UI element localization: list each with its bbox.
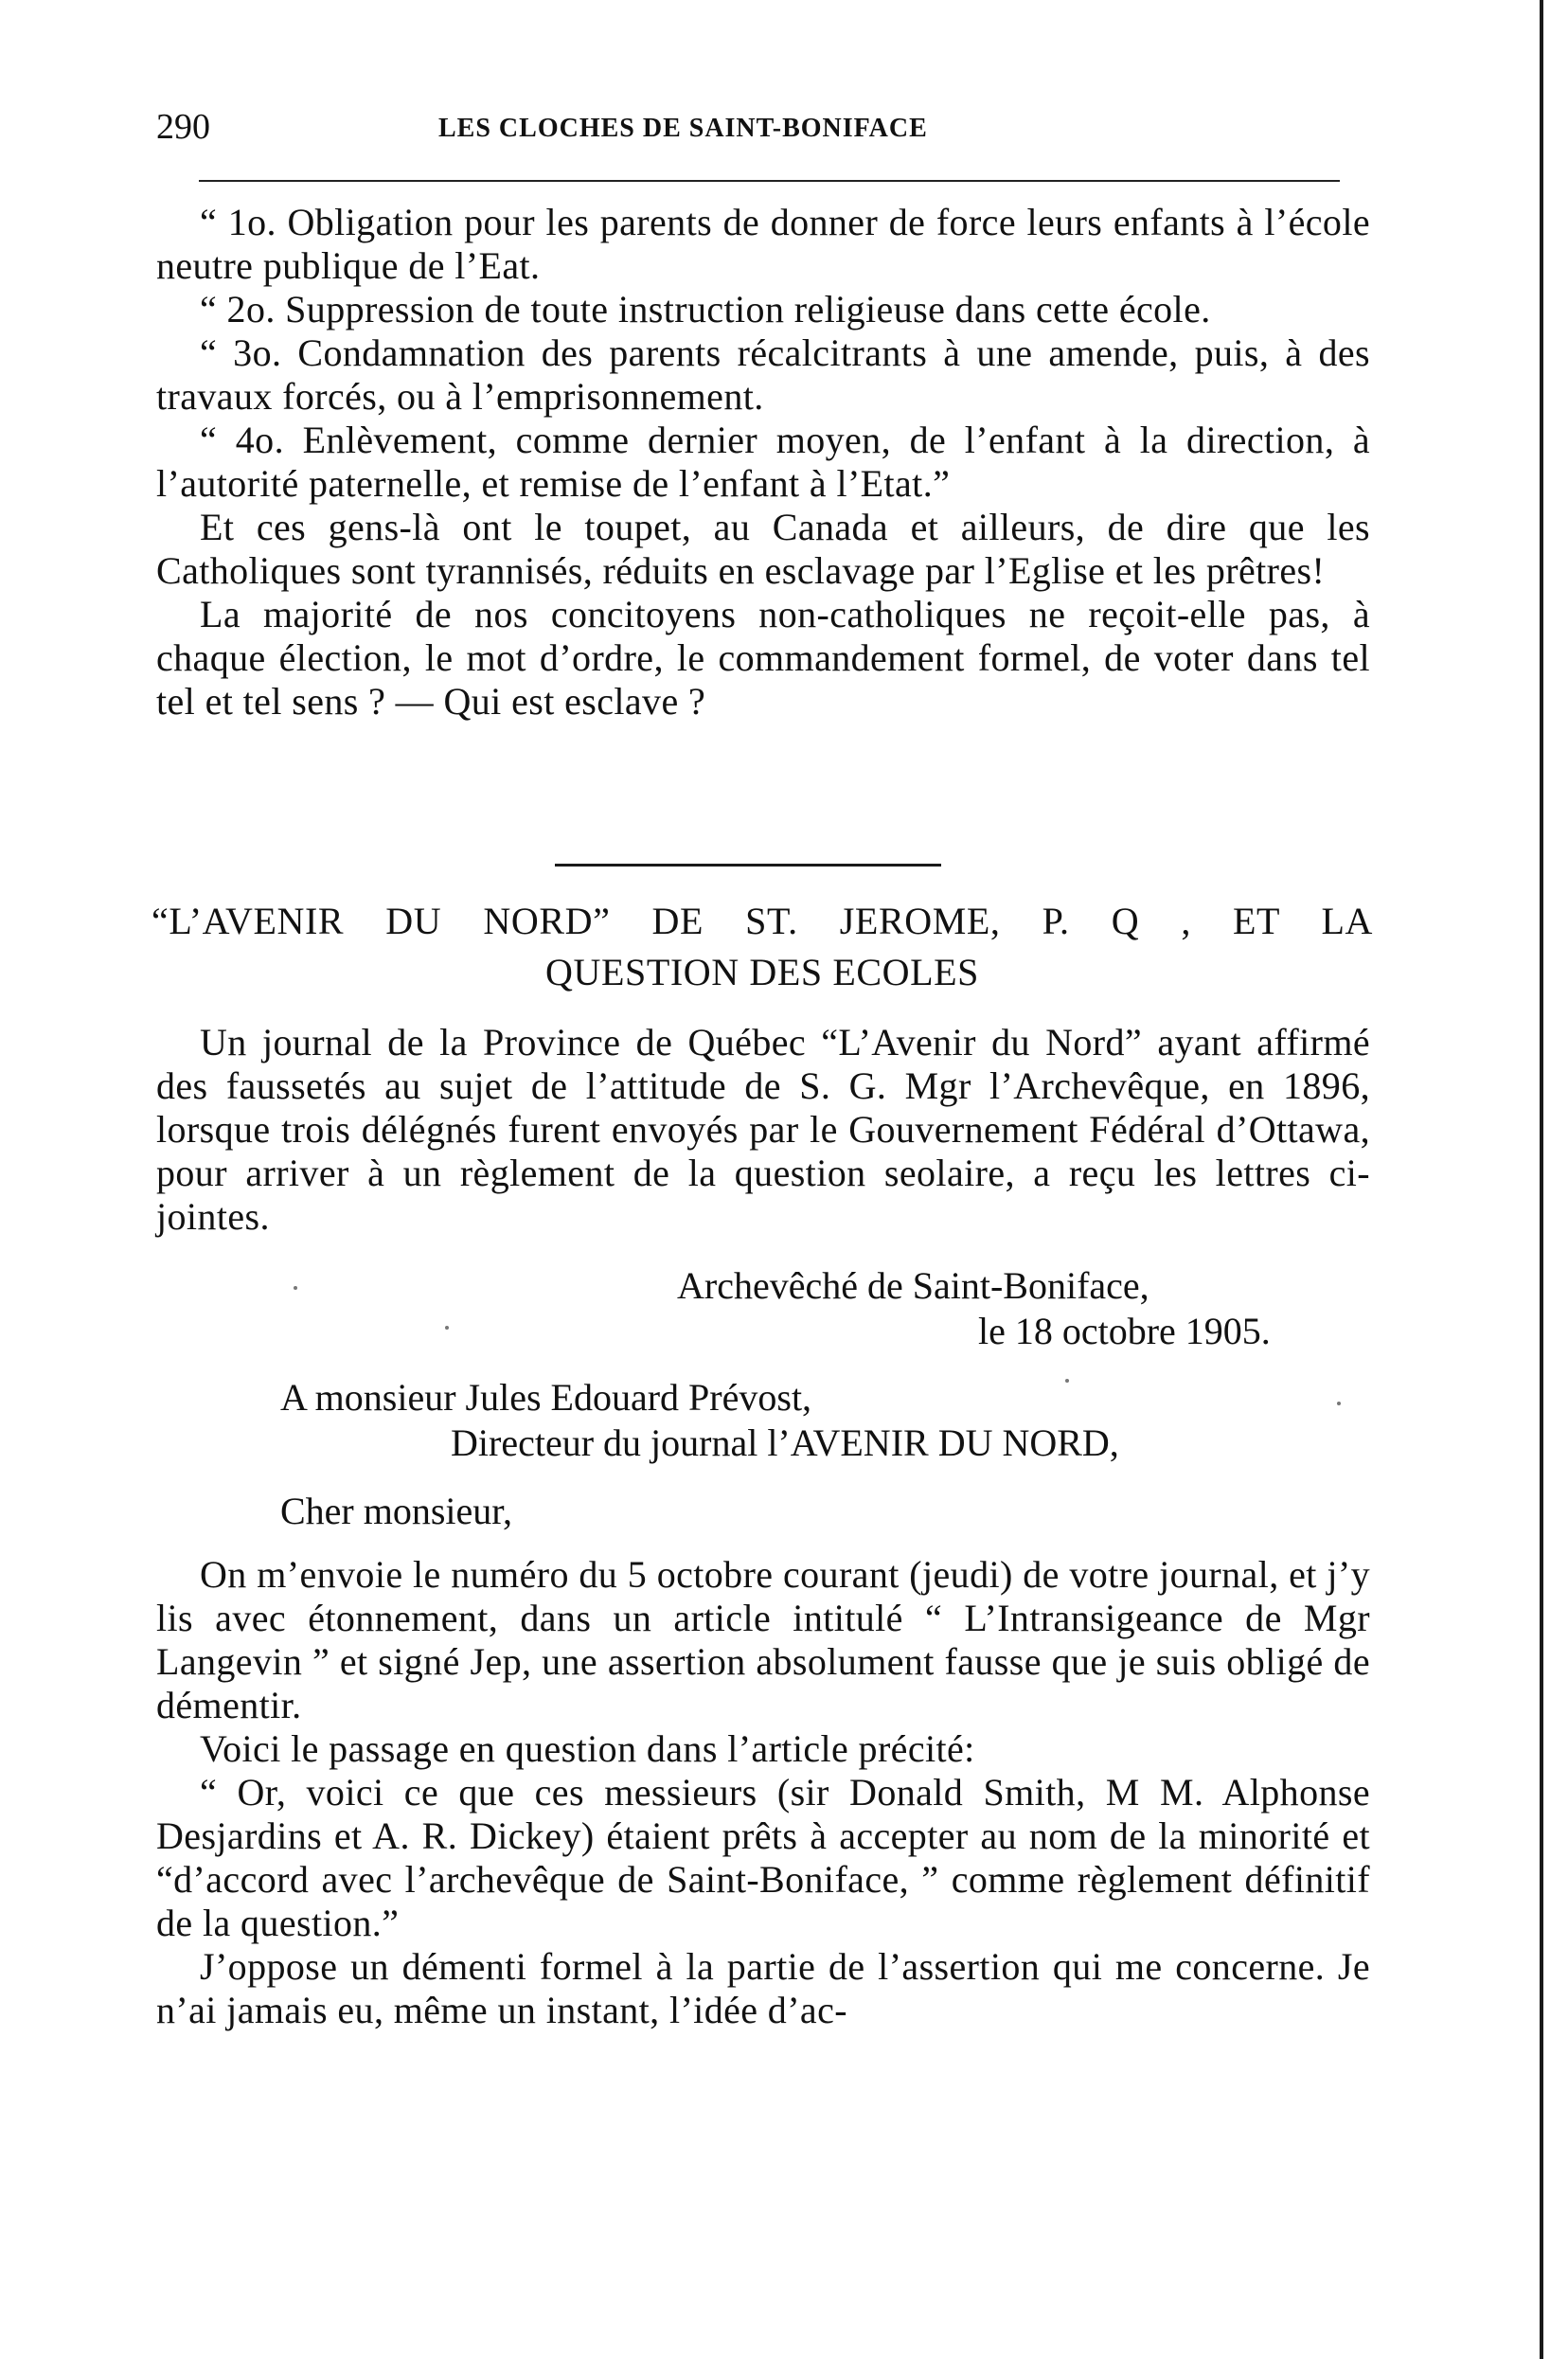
list-item-4: “ 4o. Enlèvement, comme dernier moyen, de l’enfant à la direction, à l’autorité paternelle, et remise de l’enfant à l’Etat.” xyxy=(156,419,1370,505)
dateline-date: le 18 octobre 1905. xyxy=(978,1310,1271,1352)
print-speck xyxy=(1065,1379,1069,1383)
address-line-1: A monsieur Jules Edouard Prévost, xyxy=(280,1376,812,1419)
intro-paragraph: Un journal de la Province de Québec “L’Avenir du Nord” ayant affirmé des faussetés au sujet de l’attitude de S. G. Mgr l’Archevêque, en 1896, lorsque trois délégnés furent envoyés par le Gouvernement Fédéral d’Ottawa, pour arriver à un règlement de la question seolaire, a reçu les lettres ci-jointes. xyxy=(156,1021,1370,1238)
dateline-place: Archevêché de Saint-Boniface, xyxy=(677,1264,1149,1307)
letter-address xyxy=(280,1375,1119,1466)
print-speck xyxy=(294,1286,297,1290)
letter-body xyxy=(156,1553,1370,2032)
page-number: 290 xyxy=(156,107,210,147)
top-section xyxy=(156,201,1370,724)
letter-quotation: “ Or, voici ce que ces messieurs (sir Donald Smith, M M. Alphonse Desjardins et A. R. Dickey) étaient prêts à accepter au nom de la minorité et “d’accord avec l’archevêque de Saint-Boniface, ” comme règlement définitif de la question.” xyxy=(156,1771,1370,1944)
section-heading-line-1: “L’AVENIR DU NORD” DE ST. JEROME, P. Q , ET LA xyxy=(151,900,1373,942)
section-heading-line-2: QUESTION DES ECOLES xyxy=(544,951,980,993)
letter-greeting: Cher monsieur, xyxy=(280,1490,513,1532)
section-heading xyxy=(151,896,1373,998)
running-title: LES CLOCHES DE SAINT-BONIFACE xyxy=(438,114,928,143)
list-item-1: “ 1o. Obligation pour les parents de donner de force leurs enfants à l’école neutre publique de l’Eat. xyxy=(156,201,1370,287)
letter-paragraph-1: On m’envoie le numéro du 5 octobre courant (jeudi) de votre journal, et j’y lis avec étonnement, dans un article intitulé “ L’Intransigeance de Mgr Langevin ” et signé Jep, une assertion absolument fausse que je suis obligé de démentir. xyxy=(156,1553,1370,1726)
list-item-2: “ 2o. Suppression de toute instruction religieuse dans cette école. xyxy=(200,288,1211,331)
address-line-2: Directeur du journal l’AVENIR DU NORD, xyxy=(451,1421,1119,1464)
letter-dateline xyxy=(677,1263,1271,1354)
page-edge-shadow xyxy=(1540,0,1543,2359)
section-divider xyxy=(555,864,941,867)
paragraph-esclave: La majorité de nos concitoyens non-catholiques ne reçoit-elle pas, à chaque élection, le mot d’ordre, le commandement formel, de voter dans tel tel et tel sens ? — Qui est esclave ? xyxy=(156,593,1370,723)
list-item-3: “ 3o. Condamnation des parents récalcitrants à une amende, puis, à des travaux forcés, ou à l’emprisonnement. xyxy=(156,331,1370,418)
print-speck xyxy=(445,1326,449,1330)
page-header xyxy=(156,106,1359,153)
print-speck xyxy=(1337,1402,1341,1405)
header-rule xyxy=(199,180,1340,182)
letter-paragraph-2: Voici le passage en question dans l’article précité: xyxy=(200,1727,975,1770)
letter-paragraph-3: J’oppose un démenti formel à la partie de l’assertion qui me concerne. Je n’ai jamais eu, même un instant, l’idée d’ac- xyxy=(156,1945,1370,2031)
paragraph-toupet: Et ces gens-là ont le toupet, au Canada et ailleurs, de dire que les Catholiques sont tyrannisés, réduits en esclavage par l’Eglise et les prêtres! xyxy=(156,506,1370,592)
